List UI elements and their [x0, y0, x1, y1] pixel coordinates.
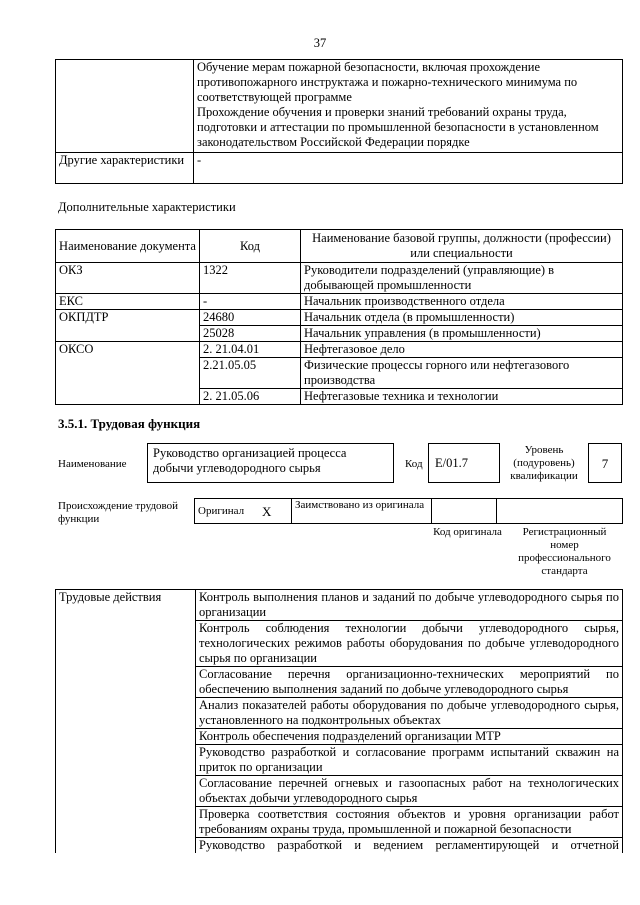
function-name-box: Руководство организацией процесса добычи углеводородного сырья [147, 443, 394, 483]
origin-original-label: Оригинал [195, 499, 260, 524]
origin-table [194, 498, 623, 524]
add-row-name: Руководители подразделений (управляющие) в добывающей промышленности [301, 263, 623, 294]
training-fire-safety: Обучение мерам пожарной безопасности, включая прохождение противопожарного инструктажа и пожарно-технического минимума по соответствующей программе [197, 60, 578, 104]
add-row-name: Начальник отдела (в промышленности) [301, 310, 623, 326]
labor-actions-label: Трудовые действия [56, 590, 196, 854]
add-row-code: 25028 [200, 326, 301, 342]
origin-code-cell [432, 499, 497, 524]
labor-action-item: Контроль выполнения планов и заданий по добыче углеводородного сырья по организации [196, 590, 623, 621]
add-row-doc: ОКСО [56, 342, 200, 405]
labor-action-item: Согласование перечня организационно-технических мероприятий по обеспечению выполнения заданий по добыче углеводородного сырья [196, 667, 623, 698]
add-row-name: Нефтегазовое дело [301, 342, 623, 358]
add-row-name: Начальник производственного отдела [301, 294, 623, 310]
add-row-doc: ОКЗ [56, 263, 200, 294]
add-row-code: - [200, 294, 301, 310]
labor-action-item: Руководство разработкой и ведением регламентирующей и отчетной [196, 838, 623, 854]
add-header-doc: Наименование документа [56, 230, 200, 263]
add-row-name: Нефтегазовые техника и технологии [301, 389, 623, 405]
page-number: 37 [313, 36, 327, 50]
section-title: 3.5.1. Трудовая функция [58, 416, 201, 431]
add-characteristics-title: Дополнительные характеристики [58, 200, 236, 214]
add-characteristics-table [55, 229, 623, 405]
top-table-cell-training [194, 60, 623, 153]
function-name-label: Наименование [58, 458, 127, 470]
training-labor-safety: Прохождение обучения и проверки знаний требований охраны труда, подготовки и аттестации по промышленной безопасности в установленном законодательством Российской Федерации порядке [197, 105, 599, 149]
top-table-cell-empty [56, 60, 194, 153]
add-row-code: 2. 21.05.06 [200, 389, 301, 405]
top-table [55, 59, 623, 184]
origin-code-caption: Код оригинала [433, 526, 502, 538]
labor-action-item: Анализ показателей работы оборудования по добыче углеводородного сырья, установленного на подконтрольных объектах [196, 698, 623, 729]
origin-original-mark: X [259, 499, 292, 524]
add-row-doc: ЕКС [56, 294, 200, 310]
origin-borrowed-label: Заимствовано из оригинала [292, 499, 432, 524]
labor-action-item: Контроль обеспечения подразделений организации МТР [196, 729, 623, 745]
add-row-doc: ОКПДТР [56, 310, 200, 342]
add-header-code: Код [200, 230, 301, 263]
add-header-name: Наименование базовой группы, должности (профессии) или специальности [301, 230, 623, 263]
add-row-code: 1322 [200, 263, 301, 294]
origin-label: Происхождение трудовой функции [58, 500, 179, 525]
qualification-level-box: 7 [588, 443, 622, 483]
add-row-name: Начальник управления (в промышленности) [301, 326, 623, 342]
other-characteristics-label: Другие характеристики [56, 153, 194, 184]
qualification-level-label: Уровень (подуровень) квалификации [510, 444, 578, 482]
origin-reg-cell [497, 499, 623, 524]
function-code-label: Код [405, 458, 423, 470]
origin-reg-caption: Регистрационный номер профессионального стандарта [518, 526, 611, 577]
labor-action-item: Согласование перечней огневых и газоопасных работ на технологических объектах добычи углеводородного сырья [196, 776, 623, 807]
labor-action-item: Руководство разработкой и согласование программ испытаний скважин на приток по организации [196, 745, 623, 776]
labor-action-item: Проверка соответствия состояния объектов и уровня организации работ требованиям охраны труда, промышленной и пожарной безопасности [196, 807, 623, 838]
labor-action-item: Контроль соблюдения технологии добычи углеводородного сырья, технологических режимов работы оборудования по добыче углеводородного сырья по организации [196, 621, 623, 667]
add-row-name: Физические процессы горного или нефтегазового производства [301, 358, 623, 389]
add-row-code: 24680 [200, 310, 301, 326]
function-code-box: E/01.7 [428, 443, 500, 483]
add-row-code: 2.21.05.05 [200, 358, 301, 389]
other-characteristics-value: - [194, 153, 623, 184]
labor-actions-table [55, 589, 623, 853]
add-row-code: 2. 21.04.01 [200, 342, 301, 358]
